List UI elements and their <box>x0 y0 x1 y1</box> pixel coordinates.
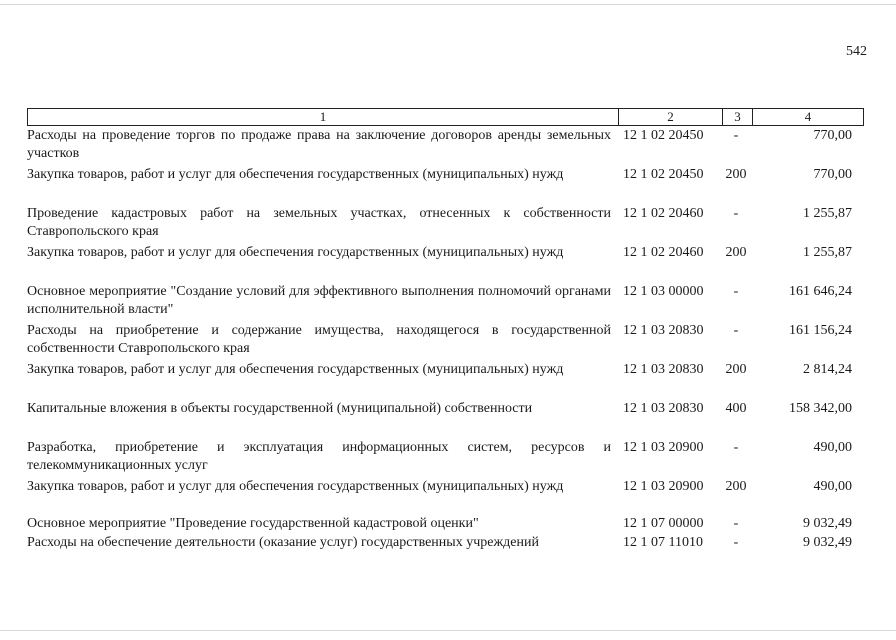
row-description: Разработка, приобретение и эксплуатация информационных систем, ресурсов и телекоммуникационных услуг <box>27 440 611 473</box>
row-expense-type: - <box>733 206 739 221</box>
row-expense-type: - <box>733 535 739 550</box>
row-expense-type: 200 <box>725 362 747 377</box>
table-header-row <box>27 108 864 126</box>
row-description: Расходы на обеспечение деятельности (оказание услуг) государственных учреждений <box>27 535 539 550</box>
row-description: Капитальные вложения в объекты государственной (муниципальной) собственности <box>27 401 533 416</box>
row-description: Проведение кадастровых работ на земельных участках, отнесенных к собственности Ставропольского края <box>27 206 611 239</box>
row-expense-type: 200 <box>725 167 747 182</box>
header-col-1: 1 <box>319 109 327 124</box>
row-expense-type: 200 <box>725 479 747 494</box>
header-col-2: 2 <box>618 109 722 125</box>
row-amount: 9 032,49 <box>803 535 852 550</box>
row-code: 12 1 03 20830 <box>623 362 704 377</box>
row-description: Расходы на проведение торгов по продаже права на заключение договоров аренды земельных участков <box>27 128 611 161</box>
row-code: 12 1 03 20900 <box>623 479 704 494</box>
scan-artifact-bottom <box>0 630 896 631</box>
row-description: Закупка товаров, работ и услуг для обеспечения государственных (муниципальных) нужд <box>27 479 564 494</box>
header-col-3: 3 <box>722 109 752 125</box>
row-expense-type: 200 <box>725 245 747 260</box>
row-expense-type: - <box>733 284 739 299</box>
row-amount: 161 156,24 <box>789 323 852 338</box>
row-code: 12 1 03 20830 <box>623 401 704 416</box>
row-amount: 770,00 <box>813 167 852 182</box>
row-amount: 161 646,24 <box>789 284 852 299</box>
row-code: 12 1 03 20830 <box>623 323 704 338</box>
row-code: 12 1 07 00000 <box>623 516 704 531</box>
row-amount: 490,00 <box>813 440 852 455</box>
row-description: Основное мероприятие "Проведение государственной кадастровой оценки" <box>27 516 479 531</box>
row-code: 12 1 07 11010 <box>623 535 703 550</box>
row-description: Расходы на приобретение и содержание имущества, находящегося в государственной собственности Ставропольского края <box>27 323 611 356</box>
row-description: Закупка товаров, работ и услуг для обеспечения государственных (муниципальных) нужд <box>27 362 564 377</box>
row-amount: 1 255,87 <box>803 206 852 221</box>
row-code: 12 1 02 20460 <box>623 206 704 221</box>
row-expense-type: - <box>733 516 739 531</box>
row-amount: 158 342,00 <box>789 401 852 416</box>
row-description: Основное мероприятие "Создание условий для эффективного выполнения полномочий органами исполнительной власти" <box>27 284 611 317</box>
row-code: 12 1 03 00000 <box>623 284 704 299</box>
row-description: Закупка товаров, работ и услуг для обеспечения государственных (муниципальных) нужд <box>27 245 564 260</box>
row-amount: 9 032,49 <box>803 516 852 531</box>
row-expense-type: - <box>733 323 739 338</box>
row-expense-type: 400 <box>725 401 747 416</box>
page-number: 542 <box>846 44 867 59</box>
row-code: 12 1 02 20460 <box>623 245 704 260</box>
row-expense-type: - <box>733 128 739 143</box>
row-expense-type: - <box>733 440 739 455</box>
row-code: 12 1 03 20900 <box>623 440 704 455</box>
row-amount: 490,00 <box>813 479 852 494</box>
row-code: 12 1 02 20450 <box>623 167 704 182</box>
row-amount: 1 255,87 <box>803 245 852 260</box>
row-amount: 770,00 <box>813 128 852 143</box>
budget-table <box>27 108 864 550</box>
header-col-4: 4 <box>752 109 863 125</box>
row-amount: 2 814,24 <box>803 362 852 377</box>
scan-artifact-top <box>0 4 896 5</box>
row-description: Закупка товаров, работ и услуг для обеспечения государственных (муниципальных) нужд <box>27 167 564 182</box>
row-code: 12 1 02 20450 <box>623 128 704 143</box>
